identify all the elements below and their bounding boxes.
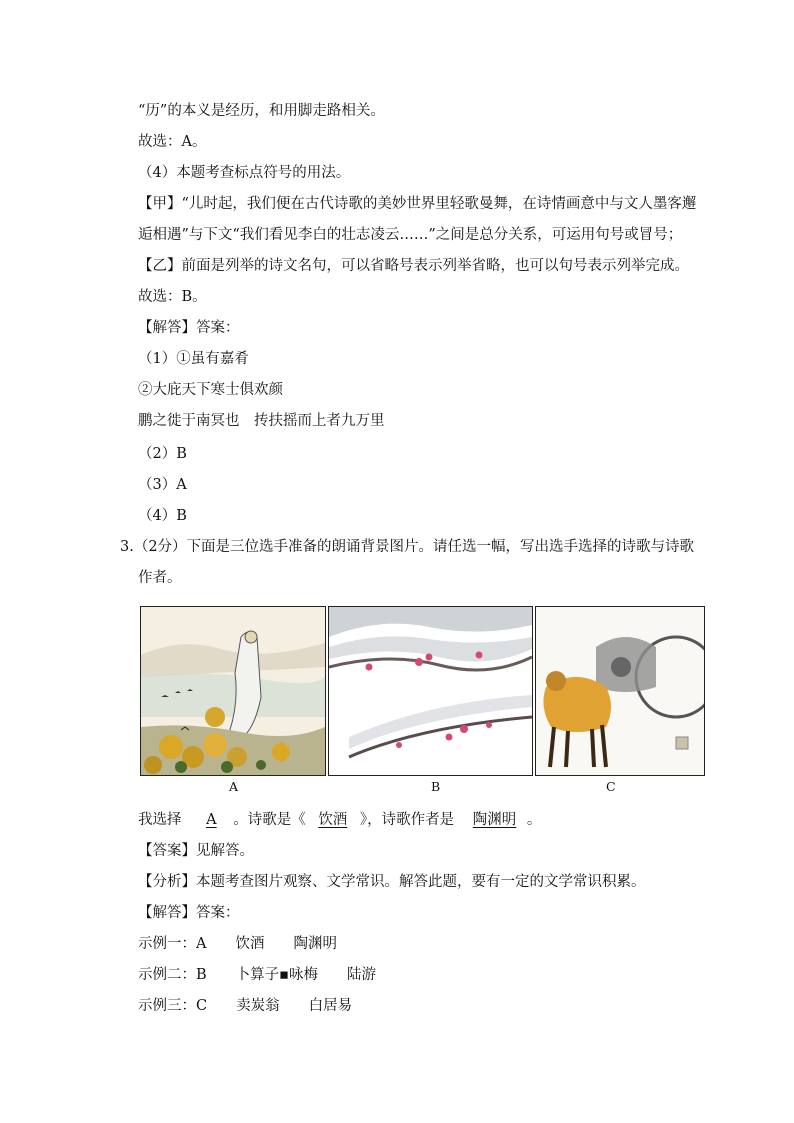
text-line: （4）B xyxy=(138,508,187,524)
plum-blossom-illustration xyxy=(329,607,532,775)
question-3-text: 作者。 xyxy=(138,570,182,586)
text-line: 示例三：C 卖炭翁 白居易 xyxy=(138,998,353,1014)
answer-mid-2: 》，诗歌作者是 xyxy=(359,812,455,828)
text-line: 【解答】答案： xyxy=(138,905,240,921)
ox-cart-illustration xyxy=(536,607,704,775)
answer-mid-1: 。诗歌是《 xyxy=(233,812,306,828)
caption-b: B xyxy=(431,779,441,794)
text-line: 鹏之徙于南冥也 抟扶摇而上者九万里 xyxy=(138,413,385,429)
poet-chrysanthemum-illustration xyxy=(141,607,325,775)
text-line: 故选：B。 xyxy=(138,289,207,305)
text-line: 【甲】“儿时起，我们便在古代诗歌的美妙世界里轻歌曼舞，在诗情画意中与文人墨客邂 xyxy=(138,196,697,212)
text-line: 【分析】本题考查图片观察、文学常识。解答此题，要有一定的文学常识积累。 xyxy=(138,874,646,890)
text-line: （1）①虽有嘉肴 xyxy=(138,351,249,367)
answer-line xyxy=(138,810,541,830)
text-line: 示例一：A 饮酒 陶渊明 xyxy=(138,936,337,952)
text-line: ②大庇天下寒士俱欢颜 xyxy=(138,382,283,398)
question-3-text: 3.（2分）下面是三位选手准备的朗诵背景图片。请任选一幅，写出选手选择的诗歌与诗歌 xyxy=(120,539,695,555)
answer-poem: 饮酒 xyxy=(318,812,348,828)
answer-author: 陶渊明 xyxy=(472,812,517,828)
picture-a-poet-chrysanthemum xyxy=(140,606,326,776)
answer-prefix: 我选择 xyxy=(138,812,182,828)
caption-a: A xyxy=(229,779,239,794)
caption-c: C xyxy=(606,779,616,794)
answer-suffix: 。 xyxy=(526,812,542,828)
text-line: 逅相遇”与下文“我们看见李白的壮志凌云……”之间是总分关系，可运用句号或冒号； xyxy=(138,227,683,243)
text-line: 故选：A。 xyxy=(138,134,207,150)
text-line: 【解答】答案： xyxy=(138,320,240,336)
text-line: （2）B xyxy=(138,446,187,462)
picture-c-charcoal-seller xyxy=(535,606,705,776)
picture-b-plum-snow xyxy=(328,606,533,776)
answer-choice: A xyxy=(206,812,217,828)
text-line: 示例二：B 卜算子▪咏梅 陆游 xyxy=(138,967,376,983)
text-line: 【答案】见解答。 xyxy=(138,843,254,859)
text-line: “历”的本义是经历，和用脚走路相关。 xyxy=(138,103,385,119)
text-line: （3）A xyxy=(138,477,187,493)
text-line: （4）本题考查标点符号的用法。 xyxy=(138,165,351,181)
text-line: 【乙】前面是列举的诗文名句，可以省略号表示列举省略，也可以句号表示列举完成。 xyxy=(138,258,689,274)
